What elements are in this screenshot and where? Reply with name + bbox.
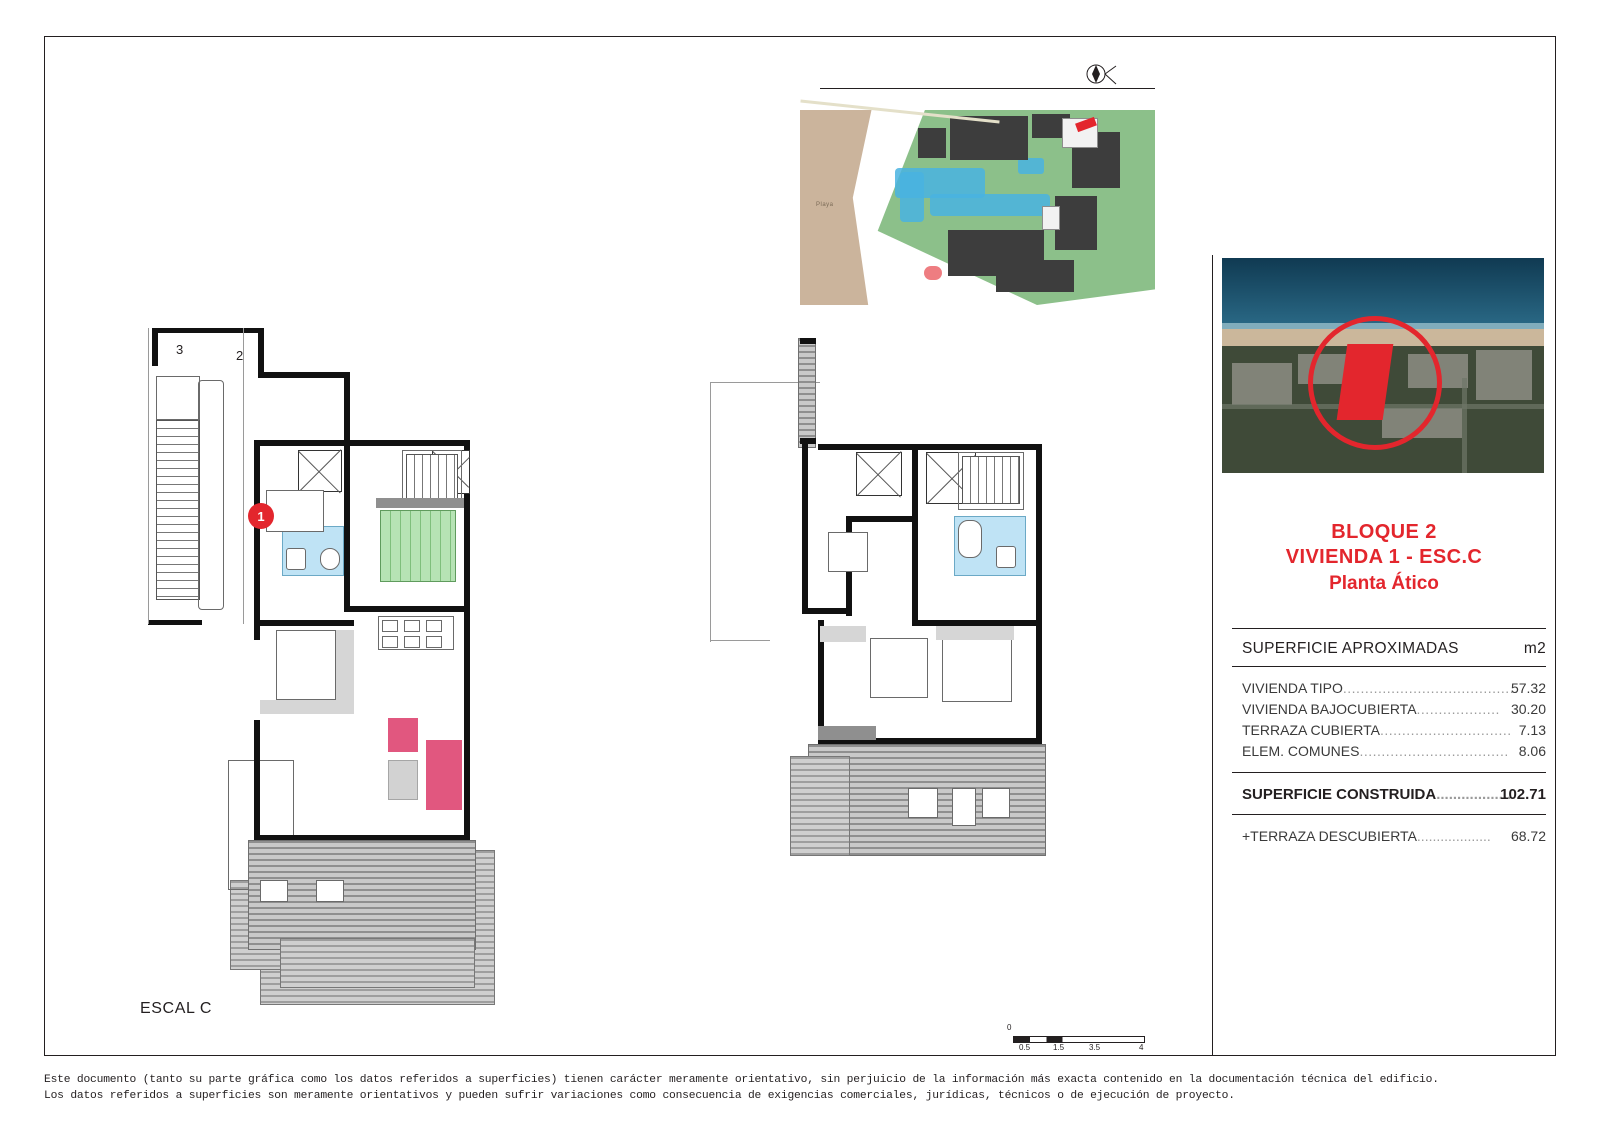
surface-rows <box>1242 678 1546 762</box>
panel-title-floor: Planta Ático <box>1329 573 1439 594</box>
balcony-slab <box>376 498 464 508</box>
bed <box>276 630 336 700</box>
divider-below-total <box>1232 814 1546 815</box>
building-block <box>950 116 1028 160</box>
row-label: VIVIENDA BAJOCUBIERTA <box>1242 701 1417 717</box>
wardrobe <box>260 700 354 714</box>
pool-3 <box>900 172 924 222</box>
dim-line <box>710 640 770 641</box>
urban-block <box>1232 363 1292 405</box>
scale-tick: 3.5 <box>1089 1043 1101 1052</box>
escal-label: ESCAL C <box>140 1000 213 1017</box>
row-value: 57.32 <box>1510 680 1546 696</box>
wall <box>254 440 350 446</box>
divider-above-surfaces <box>1232 628 1546 629</box>
wall <box>818 444 918 450</box>
bath-fixture <box>320 548 340 570</box>
wall <box>152 328 158 366</box>
wall <box>344 440 470 446</box>
divider-below-header <box>1232 666 1546 667</box>
wall <box>258 372 350 378</box>
panel-title-unit: VIVIENDA 1 - ESC.C <box>1285 546 1483 568</box>
wall <box>254 620 354 626</box>
table-row <box>1242 720 1546 741</box>
total-dots: .................. <box>1436 786 1512 803</box>
scale-bar-graphic <box>1013 1036 1145 1043</box>
scale-bar <box>1005 1023 1153 1054</box>
bath-fixture <box>286 548 306 570</box>
inner-stair-steps <box>406 454 458 502</box>
wall <box>802 608 852 614</box>
divider-above-total <box>1232 772 1546 773</box>
window-opening <box>908 788 938 818</box>
scale-tick: 0.5 <box>1019 1043 1031 1052</box>
row-dots: .............................. <box>1379 722 1512 738</box>
dim-line <box>710 382 711 642</box>
staircase <box>156 420 200 600</box>
sofa <box>388 760 418 800</box>
wall <box>800 338 816 344</box>
wall <box>258 328 264 378</box>
floor-plan-upper <box>690 320 1090 1000</box>
stair-rail <box>198 380 224 610</box>
lower-terrace <box>280 938 475 988</box>
wardrobe <box>336 630 354 700</box>
shaft-room <box>298 450 342 492</box>
row-label: ELEM. COMUNES <box>1242 743 1360 759</box>
building-block <box>1055 196 1097 250</box>
bed <box>870 638 928 698</box>
scale-zero: 0 <box>1007 1023 1012 1032</box>
total-value: 102.71 <box>1500 786 1546 803</box>
bath-fixture <box>996 546 1016 568</box>
wall <box>464 440 470 840</box>
dining-chair <box>382 620 398 632</box>
room-number-3: 3 <box>176 342 184 357</box>
wall <box>152 328 262 333</box>
balcony-slab <box>818 726 876 740</box>
dim-line <box>243 328 244 624</box>
extra-label: +TERRAZA DESCUBIERTA <box>1242 828 1417 844</box>
urban-block <box>1476 350 1532 400</box>
building-block-light <box>1042 206 1060 230</box>
living-rug <box>380 510 456 582</box>
sofa-accent <box>426 740 462 810</box>
site-plan-rule <box>820 88 1155 89</box>
room-number-2: 2 <box>236 348 244 363</box>
shaft-room <box>856 452 902 496</box>
table-row <box>1242 699 1546 720</box>
wall <box>344 606 470 612</box>
table-row <box>1242 678 1546 699</box>
scale-tick: 1.5 <box>1053 1043 1065 1052</box>
surface-header-label: SUPERFICIE APROXIMADAS <box>1242 640 1459 657</box>
row-value: 7.13 <box>1518 722 1546 738</box>
panel-title-block: BLOQUE 2 <box>1331 521 1437 543</box>
row-dots: ................... <box>1416 701 1500 717</box>
unit-marker-badge: 1 <box>248 503 274 529</box>
wardrobe <box>820 626 866 642</box>
window-opening <box>952 788 976 826</box>
table-row <box>1242 741 1546 762</box>
row-value: 30.20 <box>1510 701 1546 717</box>
site-plan <box>800 110 1155 305</box>
aerial-location-image <box>1222 258 1544 473</box>
surface-header <box>1242 640 1546 658</box>
pool-4 <box>1018 158 1044 174</box>
disclaimer-line-2: Los datos referidos a superficies son meramente orientativos y pueden sufrir variaciones como consecuencia de exigencias comerciales, jurídicas, técnicos o de ejecución de proyecto. <box>44 1090 1235 1102</box>
total-row <box>1242 786 1546 803</box>
road <box>1462 378 1467 473</box>
window-opening <box>316 880 344 902</box>
building-block <box>996 260 1074 292</box>
panel-title <box>1222 520 1546 597</box>
building-block <box>918 128 946 158</box>
wall <box>802 444 808 614</box>
dining-chair <box>426 636 442 648</box>
dining-chair <box>404 620 420 632</box>
bed <box>828 532 868 572</box>
wardrobe <box>936 626 1014 640</box>
roof-strip <box>798 338 816 448</box>
dim-line <box>148 328 149 624</box>
surface-units: m2 <box>1523 640 1546 657</box>
wall <box>148 620 202 625</box>
disclaimer-line-1: Este documento (tanto su parte gráfica como los datos referidos a superficies) tienen carácter meramente orientativo, sin perjuicio de la información más exacta contenido en la documentación técnica del edificio. <box>44 1074 1439 1086</box>
extra-row <box>1242 828 1546 844</box>
wall <box>850 516 916 522</box>
location-ring <box>1308 316 1442 450</box>
row-dots: .................................. <box>1359 743 1509 759</box>
dining-chair <box>382 636 398 648</box>
dining-chair <box>404 636 420 648</box>
wall <box>254 720 260 840</box>
compass-north-icon <box>1078 60 1118 96</box>
extra-dots: ................... <box>1416 828 1491 844</box>
window-opening <box>982 788 1010 818</box>
floor-plan-lower <box>130 320 530 1000</box>
highlight-unit <box>924 266 942 280</box>
wall <box>912 444 918 624</box>
row-dots: ........................................ <box>1342 680 1519 696</box>
bed <box>266 490 324 532</box>
extra-value: 68.72 <box>1510 828 1546 844</box>
stair-landing <box>156 376 200 420</box>
wall <box>344 372 350 612</box>
scale-tick: 4 <box>1139 1043 1144 1052</box>
sofa-accent <box>388 718 418 752</box>
row-value: 8.06 <box>1518 743 1546 759</box>
lower-terrace <box>790 756 850 856</box>
wall <box>918 444 1042 450</box>
panel-divider <box>1212 255 1213 1055</box>
row-label: TERRAZA CUBIERTA <box>1242 722 1380 738</box>
total-label: SUPERFICIE CONSTRUIDA <box>1242 786 1437 803</box>
beach-label: Playa <box>816 202 834 208</box>
window-opening <box>260 880 288 902</box>
bath-fixture <box>958 520 982 558</box>
dining-chair <box>426 620 442 632</box>
pool-2 <box>930 194 1050 216</box>
wall <box>1036 444 1042 744</box>
bed <box>942 638 1012 702</box>
disclaimer <box>44 1072 1556 1104</box>
inner-stair <box>958 452 1024 510</box>
wall <box>254 440 260 640</box>
row-label: VIVIENDA TIPO <box>1242 680 1343 696</box>
